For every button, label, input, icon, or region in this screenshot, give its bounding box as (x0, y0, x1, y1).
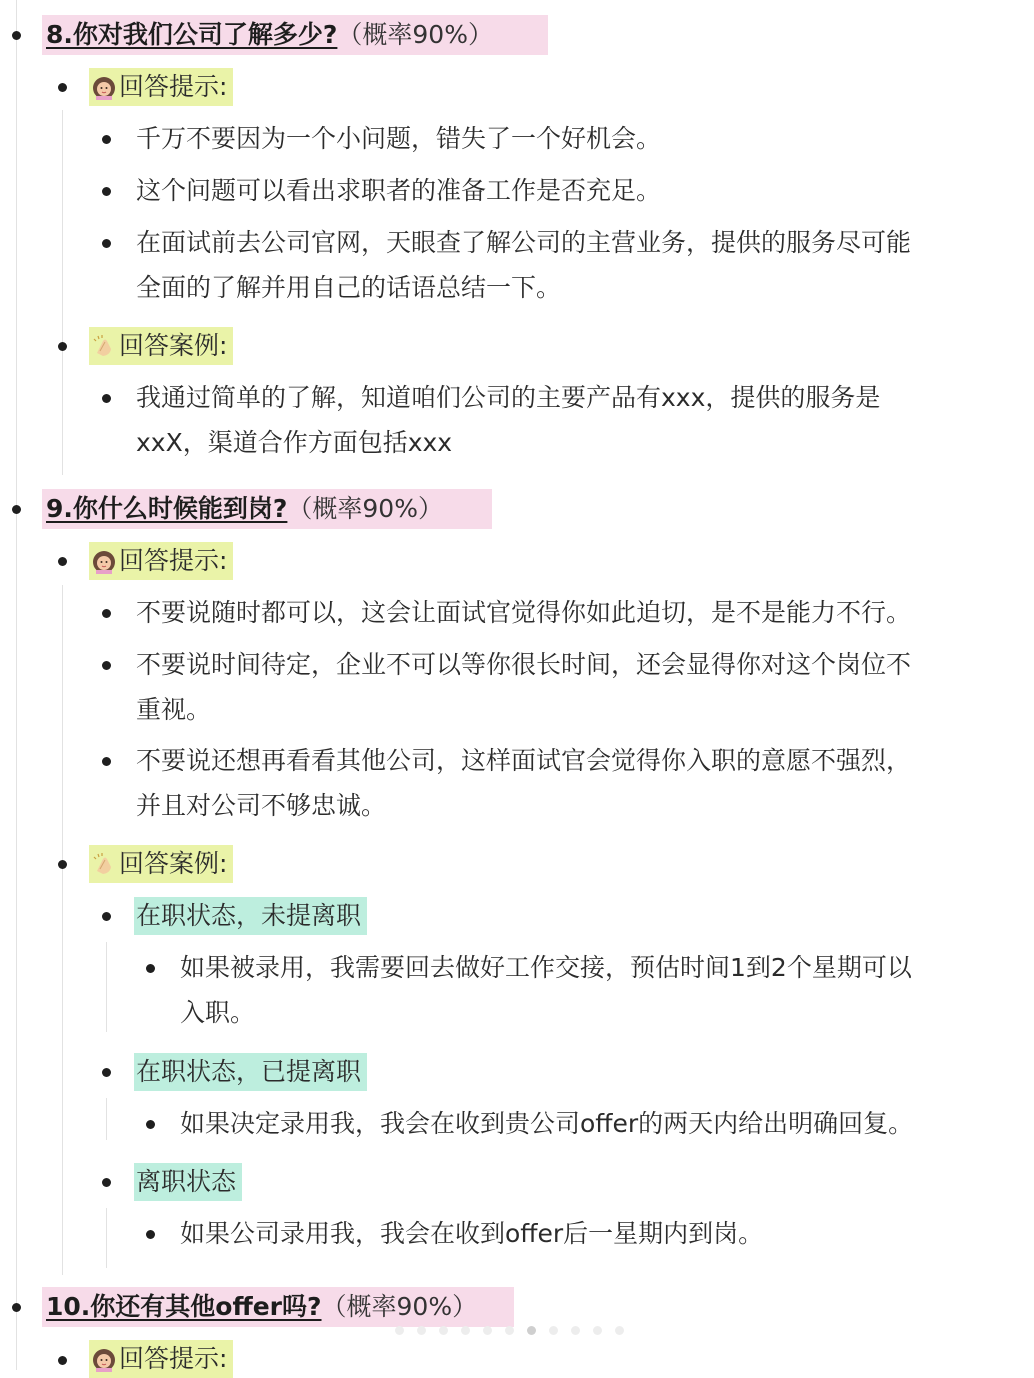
list-item: 如果被录用，我需要回去做好工作交接，预估时间1到2个星期可以 (180, 953, 912, 982)
bullet (146, 1230, 155, 1239)
bullet (12, 1303, 21, 1312)
status-label: 在职状态，未提离职 (134, 897, 367, 935)
clapping-hands-icon (91, 333, 117, 359)
question-title[interactable]: 9.你什么时候能到岗? (46, 494, 288, 523)
clapping-hands-icon (91, 851, 117, 877)
hint-label-text: 回答提示: (119, 546, 228, 575)
list-item-continuation: xxX，渠道合作方面包括xxx (136, 428, 453, 457)
bullet (102, 912, 111, 921)
guide-line (106, 942, 107, 1032)
guide-line (16, 0, 17, 1370)
bullet (58, 557, 67, 566)
bullet (58, 1356, 67, 1365)
bullet (12, 505, 21, 514)
list-item: 这个问题可以看出求职者的准备工作是否充足。 (136, 176, 662, 205)
list-item: 不要说随时都可以，这会让面试官觉得你如此迫切，是不是能力不行。 (136, 598, 912, 627)
page-dot[interactable] (439, 1326, 448, 1335)
list-item-continuation: 入职。 (180, 998, 256, 1027)
list-item: 不要说时间待定，企业不可以等你很长时间，还会显得你对这个岗位不 (136, 650, 912, 679)
bullet (102, 661, 111, 670)
hint-label-text: 回答提示: (119, 72, 228, 101)
status-label: 在职状态，已提离职 (134, 1053, 367, 1091)
hint-label (89, 542, 233, 580)
bullet (146, 1120, 155, 1129)
page-dot[interactable] (505, 1326, 514, 1335)
bullet (102, 135, 111, 144)
bullet (58, 860, 67, 869)
list-item-continuation: 并且对公司不够忠诚。 (136, 791, 387, 820)
bullet (58, 342, 67, 351)
guide-line (106, 1208, 107, 1268)
woman-tipping-hand-icon (91, 1346, 117, 1372)
woman-tipping-hand-icon (91, 74, 117, 100)
list-item: 如果决定录用我，我会在收到贵公司offer的两天内给出明确回复。 (180, 1109, 914, 1138)
page-dot[interactable] (483, 1326, 492, 1335)
bullet (102, 394, 111, 403)
list-item: 不要说还想再看看其他公司，这样面试官会觉得你入职的意愿不强烈， (136, 746, 912, 775)
page-dot[interactable] (571, 1326, 580, 1335)
list-item: 我通过简单的了解，知道咱们公司的主要产品有xxx，提供的服务是 (136, 383, 881, 412)
question-probability: （概率90%） (287, 494, 443, 523)
question-title[interactable]: 10.你还有其他offer吗? (46, 1292, 322, 1321)
question-probability: （概率90%） (337, 20, 493, 49)
bullet (102, 757, 111, 766)
question-title[interactable]: 8.你对我们公司了解多少? (46, 20, 338, 49)
guide-line (106, 1098, 107, 1140)
page-dot[interactable] (461, 1326, 470, 1335)
page-dot[interactable] (417, 1326, 426, 1335)
bullet (102, 187, 111, 196)
bullet (102, 239, 111, 248)
case-label (89, 845, 233, 883)
page-dot-active[interactable] (527, 1326, 536, 1335)
question-8-heading (46, 15, 493, 55)
list-item: 如果公司录用我，我会在收到offer后一星期内到岗。 (180, 1219, 764, 1248)
case-label-text: 回答案例: (119, 849, 228, 878)
bullet (102, 1178, 111, 1187)
bullet (58, 83, 67, 92)
list-item-continuation: 重视。 (136, 695, 212, 724)
guide-line (62, 110, 63, 475)
page-indicator[interactable] (395, 1326, 624, 1335)
page-dot[interactable] (395, 1326, 404, 1335)
list-item-continuation: 全面的了解并用自己的话语总结一下。 (136, 273, 562, 302)
bullet (102, 1068, 111, 1077)
guide-line (62, 585, 63, 1275)
list-item: 千万不要因为一个小问题，错失了一个好机会。 (136, 124, 662, 153)
hint-label (89, 1340, 233, 1378)
page-dot[interactable] (593, 1326, 602, 1335)
bullet (102, 609, 111, 618)
case-label (89, 327, 233, 365)
case-label-text: 回答案例: (119, 331, 228, 360)
woman-tipping-hand-icon (91, 548, 117, 574)
page-dot[interactable] (549, 1326, 558, 1335)
page-dot[interactable] (615, 1326, 624, 1335)
hint-label (89, 68, 233, 106)
bullet (12, 31, 21, 40)
hint-label-text: 回答提示: (119, 1344, 228, 1373)
bullet (146, 964, 155, 973)
question-probability: （概率90%） (321, 1292, 478, 1321)
question-10-heading (46, 1287, 477, 1327)
question-9-heading (46, 489, 443, 529)
status-label: 离职状态 (134, 1163, 242, 1201)
list-item: 在面试前去公司官网，天眼查了解公司的主营业务，提供的服务尽可能 (136, 228, 912, 257)
